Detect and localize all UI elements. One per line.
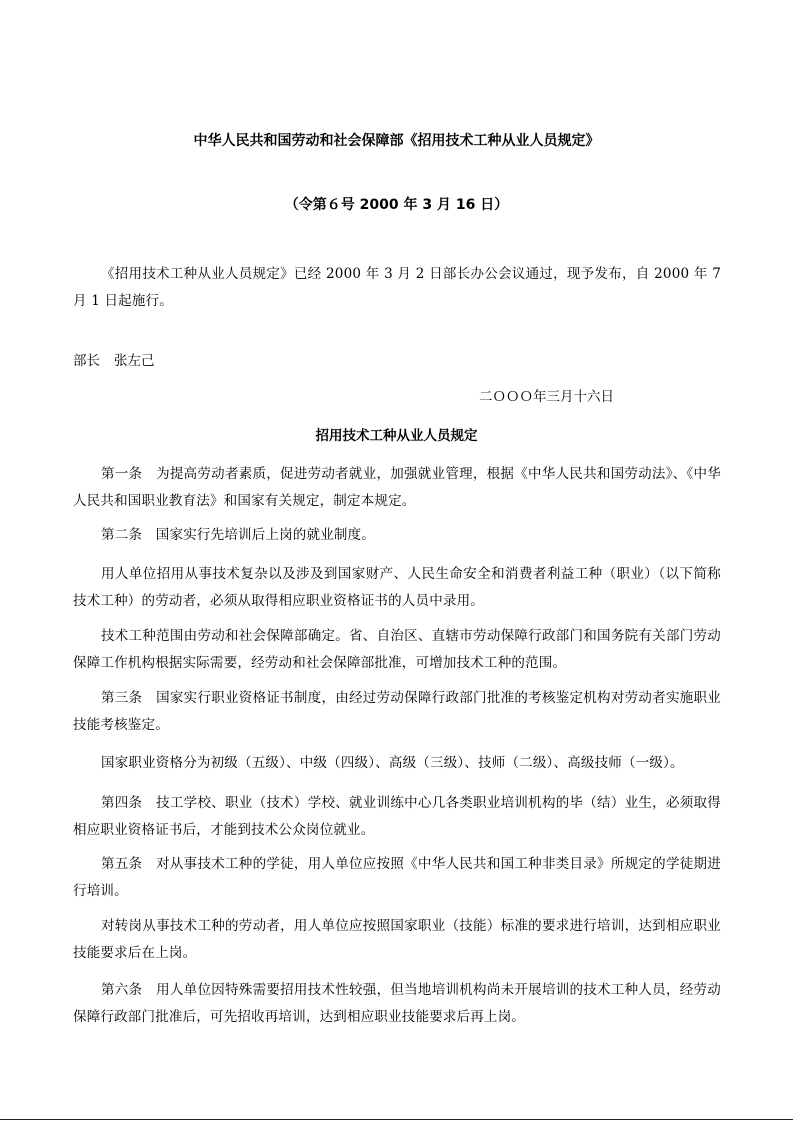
article-paragraph: 第四条 技工学校、职业（技术）学校、就业训练中心几各类职业培训机构的毕（结）业生，必须取得相应职业资格证书后，才能到技术公众岗位就业。 bbox=[73, 795, 721, 838]
document-title: 中华人民共和国劳动和社会保障部《招用技术工种从业人员规定》 bbox=[193, 133, 600, 149]
article-paragraph: 技术工种范围由劳动和社会保障部确定。省、自治区、直辖市劳动保障行政部门和国务院有关部门劳动保障工作机构根据实际需要，经劳动和社会保障部批准，可增加技术工种的范围。 bbox=[73, 628, 721, 671]
article-paragraph: 对转岗从事技术工种的劳动者，用人单位应按照国家职业（技能）标准的要求进行培训，达到相应职业技能要求后在上岗。 bbox=[73, 918, 721, 961]
order-number-line: （令第６号 2000 年 3 月 16 日） bbox=[284, 197, 509, 213]
regulation-title: 招用技术工种从业人员规定 bbox=[315, 428, 478, 444]
signature-title: 部长 bbox=[73, 353, 100, 369]
article-paragraph: 用人单位招用从事技术复杂以及涉及到国家财产、人民生命安全和消费者利益工种（职业）（以下简称技术工种）的劳动者，必须从取得相应职业资格证书的人员中录用。 bbox=[73, 566, 721, 609]
signature-line bbox=[73, 351, 155, 371]
article-paragraph: 第二条 国家实行先培训后上岗的就业制度。 bbox=[101, 527, 375, 543]
article-paragraph: 第六条 用人单位因特殊需要招用技术性较强，但当地培训机构尚未开展培训的技术工种人员，经劳动保障行政部门批准后，可先招收再培训，达到相应职业技能要求后再上岗。 bbox=[73, 982, 721, 1025]
issue-date: 二ＯＯＯ年三月十六日 bbox=[479, 389, 614, 405]
page-bottom-divider bbox=[0, 1119, 793, 1120]
signature-name: 张左己 bbox=[114, 353, 155, 369]
article-paragraph: 第五条 对从事技术工种的学徒，用人单位应按照《中华人民共和国工种非类目录》所规定的学徒期进行培训。 bbox=[73, 856, 721, 899]
promulgation-paragraph: 《招用技术工种从业人员规定》已经 2000 年 3 月 2 日部长办公会议通过，现予发布，自 2000 年 7 月 1 日起施行。 bbox=[73, 266, 721, 309]
article-paragraph: 国家职业资格分为初级（五级）、中级（四级）、高级（三级）、技师（二级）、高级技师（一级）。 bbox=[101, 755, 684, 771]
article-paragraph: 第一条 为提高劳动者素质，促进劳动者就业，加强就业管理，根据《中华人民共和国劳动法》、《中华人民共和国职业教育法》和国家有关规定，制定本规定。 bbox=[73, 466, 721, 509]
article-paragraph: 第三条 国家实行职业资格证书制度，由经过劳动保障行政部门批准的考核鉴定机构对劳动者实施职业技能考核鉴定。 bbox=[73, 690, 721, 733]
